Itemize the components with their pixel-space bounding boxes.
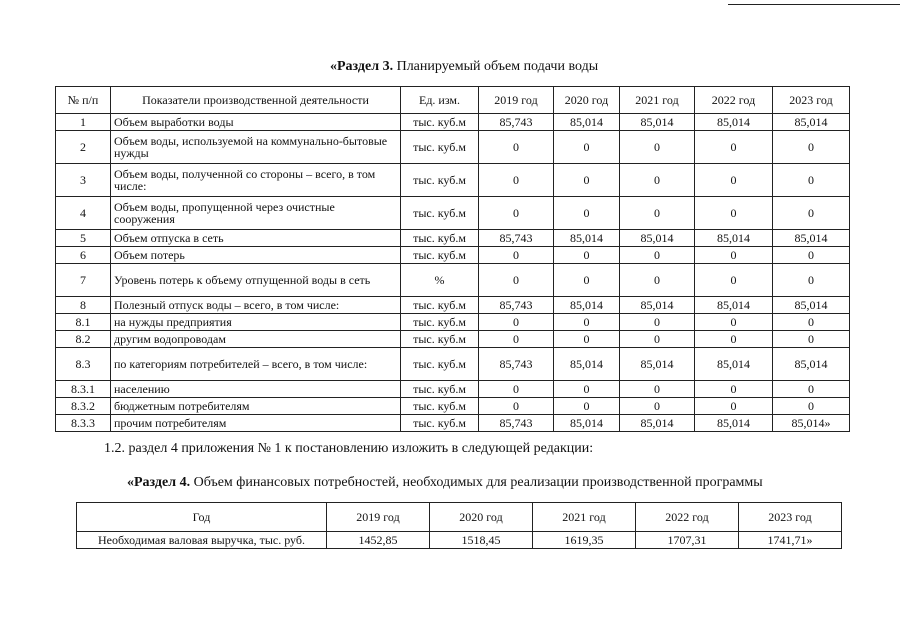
table-cell: 85,743 (479, 297, 554, 314)
table-cell: 0 (620, 398, 695, 415)
table-cell: 0 (773, 381, 850, 398)
table-cell: 85,014 (554, 348, 620, 381)
table-cell: Объем выработки воды (111, 114, 401, 131)
table-cell: 85,014 (554, 114, 620, 131)
table-cell: 0 (554, 197, 620, 230)
table-cell: тыс. куб.м (401, 247, 479, 264)
table-cell: 0 (620, 164, 695, 197)
table-cell: 0 (554, 247, 620, 264)
table-cell: Объем воды, пропущенной через очистные сооружения (111, 197, 401, 230)
table-cell: 8.3 (56, 348, 111, 381)
table-cell: % (401, 264, 479, 297)
table-cell: 0 (773, 164, 850, 197)
table-cell: 0 (773, 247, 850, 264)
column-header: 2019 год (479, 87, 554, 114)
table-cell: тыс. куб.м (401, 348, 479, 381)
table-cell: 1452,85 (327, 532, 430, 549)
table-cell: 85,014 (773, 348, 850, 381)
section-4-title-rest: Объем финансовых потребностей, необходимых для реализации производственной программы (190, 475, 763, 490)
table-cell: 85,014 (773, 114, 850, 131)
table-cell: 1619,35 (533, 532, 636, 549)
table-cell: Объем потерь (111, 247, 401, 264)
table-cell: 8.3.2 (56, 398, 111, 415)
table-cell: 85,743 (479, 114, 554, 131)
table-cell: тыс. куб.м (401, 314, 479, 331)
table-cell: тыс. куб.м (401, 131, 479, 164)
table-cell: 8 (56, 297, 111, 314)
table-cell: 85,743 (479, 415, 554, 432)
table-cell: 85,743 (479, 348, 554, 381)
table-cell: тыс. куб.м (401, 381, 479, 398)
table-cell: 0 (554, 331, 620, 348)
table-cell: 0 (695, 247, 773, 264)
table-cell: 0 (479, 331, 554, 348)
table-cell: 0 (695, 381, 773, 398)
table-cell: тыс. куб.м (401, 331, 479, 348)
column-header: Показатели производственной деятельности (111, 87, 401, 114)
table-cell: 0 (554, 164, 620, 197)
table-cell: 0 (554, 398, 620, 415)
table-cell: 8.1 (56, 314, 111, 331)
table-row (56, 398, 850, 415)
table-cell: прочим потребителям (111, 415, 401, 432)
table-cell: 8.3.1 (56, 381, 111, 398)
table-cell: 0 (695, 398, 773, 415)
financial-needs-table (76, 502, 842, 549)
table-cell: тыс. куб.м (401, 164, 479, 197)
table-cell: 1741,71» (739, 532, 842, 549)
table-cell: Уровень потерь к объему отпущенной воды в сеть (111, 264, 401, 297)
table-cell: 3 (56, 164, 111, 197)
column-header: 2023 год (773, 87, 850, 114)
table-cell: тыс. куб.м (401, 398, 479, 415)
table-cell: 0 (620, 247, 695, 264)
table-cell: 0 (620, 314, 695, 331)
table-cell: 0 (479, 131, 554, 164)
table-cell: 0 (695, 264, 773, 297)
table-cell: 0 (773, 197, 850, 230)
table-cell: 0 (695, 331, 773, 348)
table-cell: тыс. куб.м (401, 114, 479, 131)
table-cell: 85,014 (773, 230, 850, 247)
table-cell: 85,014 (695, 114, 773, 131)
table-cell: 85,014 (554, 230, 620, 247)
table-cell: 85,014 (695, 415, 773, 432)
table-cell: 0 (773, 331, 850, 348)
table-cell: Объем воды, используемой на коммунально-бытовые нужды (111, 131, 401, 164)
column-header: 2021 год (620, 87, 695, 114)
table-cell: на нужды предприятия (111, 314, 401, 331)
section-4-title (127, 475, 763, 491)
column-header: Год (77, 503, 327, 532)
table-cell: 0 (620, 264, 695, 297)
column-header: 2020 год (430, 503, 533, 532)
table-cell: бюджетным потребителям (111, 398, 401, 415)
table-cell: 85,014 (695, 297, 773, 314)
table-cell: 0 (695, 197, 773, 230)
table-cell: 85,014 (773, 297, 850, 314)
table-cell: 0 (554, 264, 620, 297)
table-cell: 0 (479, 247, 554, 264)
table-cell: 85,014 (695, 348, 773, 381)
table-cell: 4 (56, 197, 111, 230)
table-cell: 8.3.3 (56, 415, 111, 432)
table-cell: 85,014 (620, 230, 695, 247)
table-row (56, 114, 850, 131)
column-header: 2022 год (695, 87, 773, 114)
table-cell: 7 (56, 264, 111, 297)
column-header: 2019 год (327, 503, 430, 532)
table-cell: 0 (620, 381, 695, 398)
table-cell: тыс. куб.м (401, 230, 479, 247)
table-cell: 85,014 (620, 114, 695, 131)
table-cell: 2 (56, 131, 111, 164)
table-cell: 0 (479, 314, 554, 331)
table-header-row (56, 87, 850, 114)
table-row (56, 314, 850, 331)
table-row (56, 164, 850, 197)
column-header: 2020 год (554, 87, 620, 114)
table-cell: тыс. куб.м (401, 297, 479, 314)
table-row (56, 131, 850, 164)
table-cell: 0 (773, 131, 850, 164)
table-cell: 0 (554, 314, 620, 331)
table-cell: 0 (479, 164, 554, 197)
table-header-row (77, 503, 842, 532)
table-cell: 85,743 (479, 230, 554, 247)
table-cell: 0 (620, 331, 695, 348)
table-cell: другим водопроводам (111, 331, 401, 348)
table-row (56, 197, 850, 230)
table-row (56, 331, 850, 348)
table-row (56, 348, 850, 381)
table-cell: Объем воды, полученной со стороны – всего, в том числе: (111, 164, 401, 197)
table-cell: 85,014 (620, 297, 695, 314)
table-cell: населению (111, 381, 401, 398)
table-cell: 1518,45 (430, 532, 533, 549)
table-cell: 0 (773, 398, 850, 415)
table-cell: 0 (554, 381, 620, 398)
water-supply-table (55, 86, 850, 432)
table-row (56, 297, 850, 314)
section-3-title (330, 59, 598, 75)
table-cell: Необходимая валовая выручка, тыс. руб. (77, 532, 327, 549)
table-row (56, 247, 850, 264)
table-cell: 0 (479, 381, 554, 398)
table-cell: Полезный отпуск воды – всего, в том числе: (111, 297, 401, 314)
section-3-title-rest: Планируемый объем подачи воды (393, 59, 599, 74)
table-cell: тыс. куб.м (401, 197, 479, 230)
table-row (56, 264, 850, 297)
table-cell: 0 (695, 314, 773, 331)
table-cell: 85,014 (620, 348, 695, 381)
column-header: № п/п (56, 87, 111, 114)
table-cell: Объем отпуска в сеть (111, 230, 401, 247)
table-cell: 5 (56, 230, 111, 247)
column-header: 2022 год (636, 503, 739, 532)
table-cell: 85,014 (554, 297, 620, 314)
table-cell: тыс. куб.м (401, 415, 479, 432)
table-cell: 0 (620, 197, 695, 230)
table-cell: 0 (695, 131, 773, 164)
table-cell: 85,014 (620, 415, 695, 432)
table-cell: 1 (56, 114, 111, 131)
section-4-title-bold: «Раздел 4. (127, 475, 191, 490)
table-cell: 8.2 (56, 331, 111, 348)
column-header: 2023 год (739, 503, 842, 532)
table-cell: по категориям потребителей – всего, в том числе: (111, 348, 401, 381)
table-cell: 0 (620, 131, 695, 164)
paragraph-1-2: 1.2. раздел 4 приложения № 1 к постановлению изложить в следующей редакции: (104, 441, 594, 456)
table-cell: 1707,31 (636, 532, 739, 549)
table-cell: 0 (554, 131, 620, 164)
column-header: Ед. изм. (401, 87, 479, 114)
table-cell: 6 (56, 247, 111, 264)
table-row (56, 230, 850, 247)
table-cell: 0 (695, 164, 773, 197)
table-row (77, 532, 842, 549)
table-cell: 0 (773, 264, 850, 297)
top-rule (728, 4, 900, 5)
table-row (56, 381, 850, 398)
column-header: 2021 год (533, 503, 636, 532)
table-row (56, 415, 850, 432)
table-cell: 85,014 (695, 230, 773, 247)
table-cell: 0 (479, 197, 554, 230)
table-cell: 85,014» (773, 415, 850, 432)
table-cell: 0 (479, 264, 554, 297)
table-cell: 0 (773, 314, 850, 331)
section-3-title-bold: «Раздел 3. (330, 59, 394, 74)
table-cell: 85,014 (554, 415, 620, 432)
table-cell: 0 (479, 398, 554, 415)
